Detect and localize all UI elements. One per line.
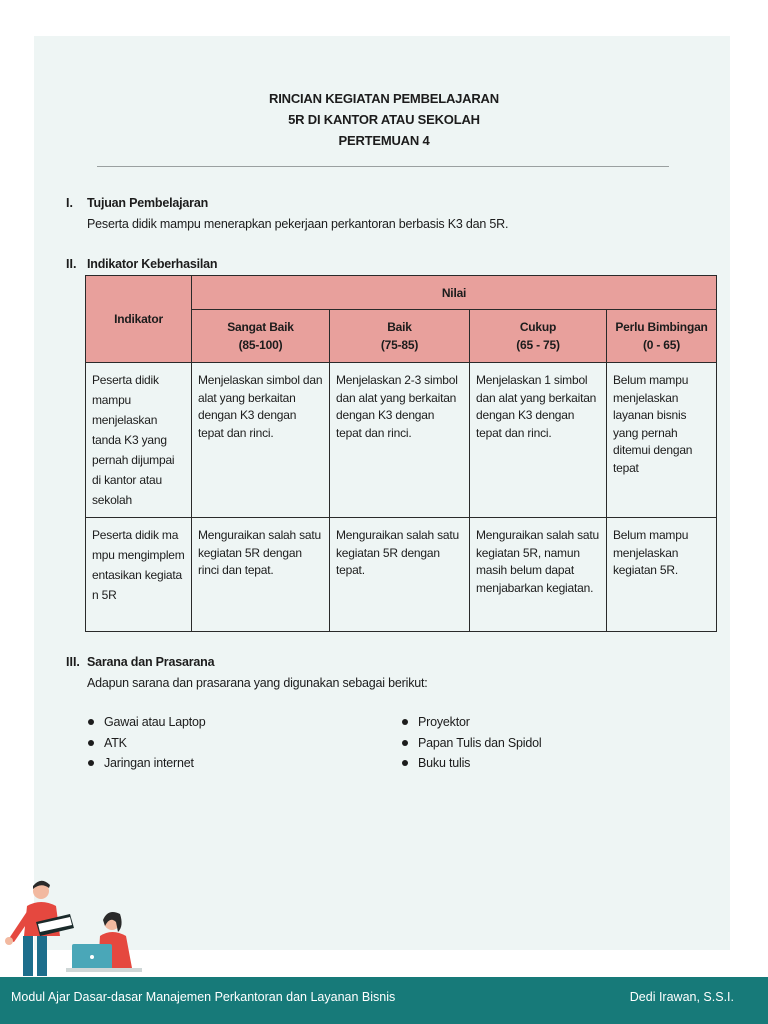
bullet-icon	[88, 760, 94, 766]
row-2-cukup: Menguraikan salah satu kegiatan 5R, namun masih belum dapat menjabarkan kegiatan.	[470, 518, 607, 632]
bullet-icon	[402, 760, 408, 766]
section-3-heading: Sarana dan Prasarana	[87, 655, 215, 669]
list-item: ATK	[88, 736, 127, 750]
footer-bar	[0, 977, 768, 1024]
bullet-icon	[88, 719, 94, 725]
people-illustration	[0, 870, 150, 980]
row-1-cukup: Menjelaskan 1 simbol dan alat yang berkaitan dengan K3 dengan tepat dan rinci.	[470, 363, 607, 518]
section-1-heading: Tujuan Pembelajaran	[87, 196, 209, 210]
table-row	[86, 518, 717, 632]
table-row	[86, 363, 717, 518]
title-line-1: RINCIAN KEGIATAN PEMBELAJARAN	[269, 91, 499, 106]
row-2-baik: Menguraikan salah satu kegiatan 5R dengan tepat.	[330, 518, 470, 632]
bullet-icon	[402, 740, 408, 746]
footer-module-title: Modul Ajar Dasar-dasar Manajemen Perkantoran dan Layanan Bisnis	[11, 990, 396, 1004]
row-1-baik: Menjelaskan 2-3 simbol dan alat yang berkaitan dengan K3 dengan tepat dan rinci.	[330, 363, 470, 518]
list-item: Papan Tulis dan Spidol	[402, 736, 541, 750]
list-item: Jaringan internet	[88, 756, 194, 770]
row-2-indikator: Peserta didik mampu mengimplementasikan kegiatan 5R	[86, 518, 192, 632]
row-1-indikator: Peserta didik mampu menjelaskan tanda K3 yang pernah dijumpai di kantor atau sekolah	[86, 363, 192, 518]
section-2-number: II.	[66, 257, 77, 271]
header-cukup: Cukup (65 - 75)	[470, 310, 607, 363]
row-1-perlu-bimbingan: Belum mampu menjelaskan layanan bisnis yang pernah ditemui dengan tepat	[607, 363, 717, 518]
header-sangat-baik: Sangat Baik (85-100)	[192, 310, 330, 363]
title-line-3: PERTEMUAN 4	[338, 133, 430, 148]
indicator-table	[85, 275, 717, 632]
list-item: Gawai atau Laptop	[88, 715, 206, 729]
section-1-number: I.	[66, 196, 73, 210]
header-perlu-bimbingan: Perlu Bimbingan (0 - 65)	[607, 310, 717, 363]
section-3-number: III.	[66, 655, 80, 669]
header-nilai: Nilai	[192, 276, 717, 310]
bullet-icon	[402, 719, 408, 725]
list-item: Buku tulis	[402, 756, 470, 770]
header-indikator: Indikator	[86, 276, 192, 363]
row-2-perlu-bimbingan: Belum mampu menjelaskan kegiatan 5R.	[607, 518, 717, 632]
header-baik: Baik (75-85)	[330, 310, 470, 363]
list-item: Proyektor	[402, 715, 470, 729]
section-1-text: Peserta didik mampu menerapkan pekerjaan perkantoran berbasis K3 dan 5R.	[87, 217, 509, 231]
section-2-heading: Indikator Keberhasilan	[87, 257, 218, 271]
title-divider	[97, 166, 669, 167]
section-3-text: Adapun sarana dan prasarana yang digunakan sebagai berikut:	[87, 676, 428, 690]
row-1-sangat-baik: Menjelaskan simbol dan alat yang berkaitan dengan K3 dengan tepat dan rinci.	[192, 363, 330, 518]
title-line-2: 5R DI KANTOR ATAU SEKOLAH	[288, 112, 480, 127]
row-2-sangat-baik: Menguraikan salah satu kegiatan 5R dengan rinci dan tepat.	[192, 518, 330, 632]
page-title	[0, 88, 768, 151]
bullet-icon	[88, 740, 94, 746]
footer-author: Dedi Irawan, S.S.I.	[629, 990, 734, 1004]
